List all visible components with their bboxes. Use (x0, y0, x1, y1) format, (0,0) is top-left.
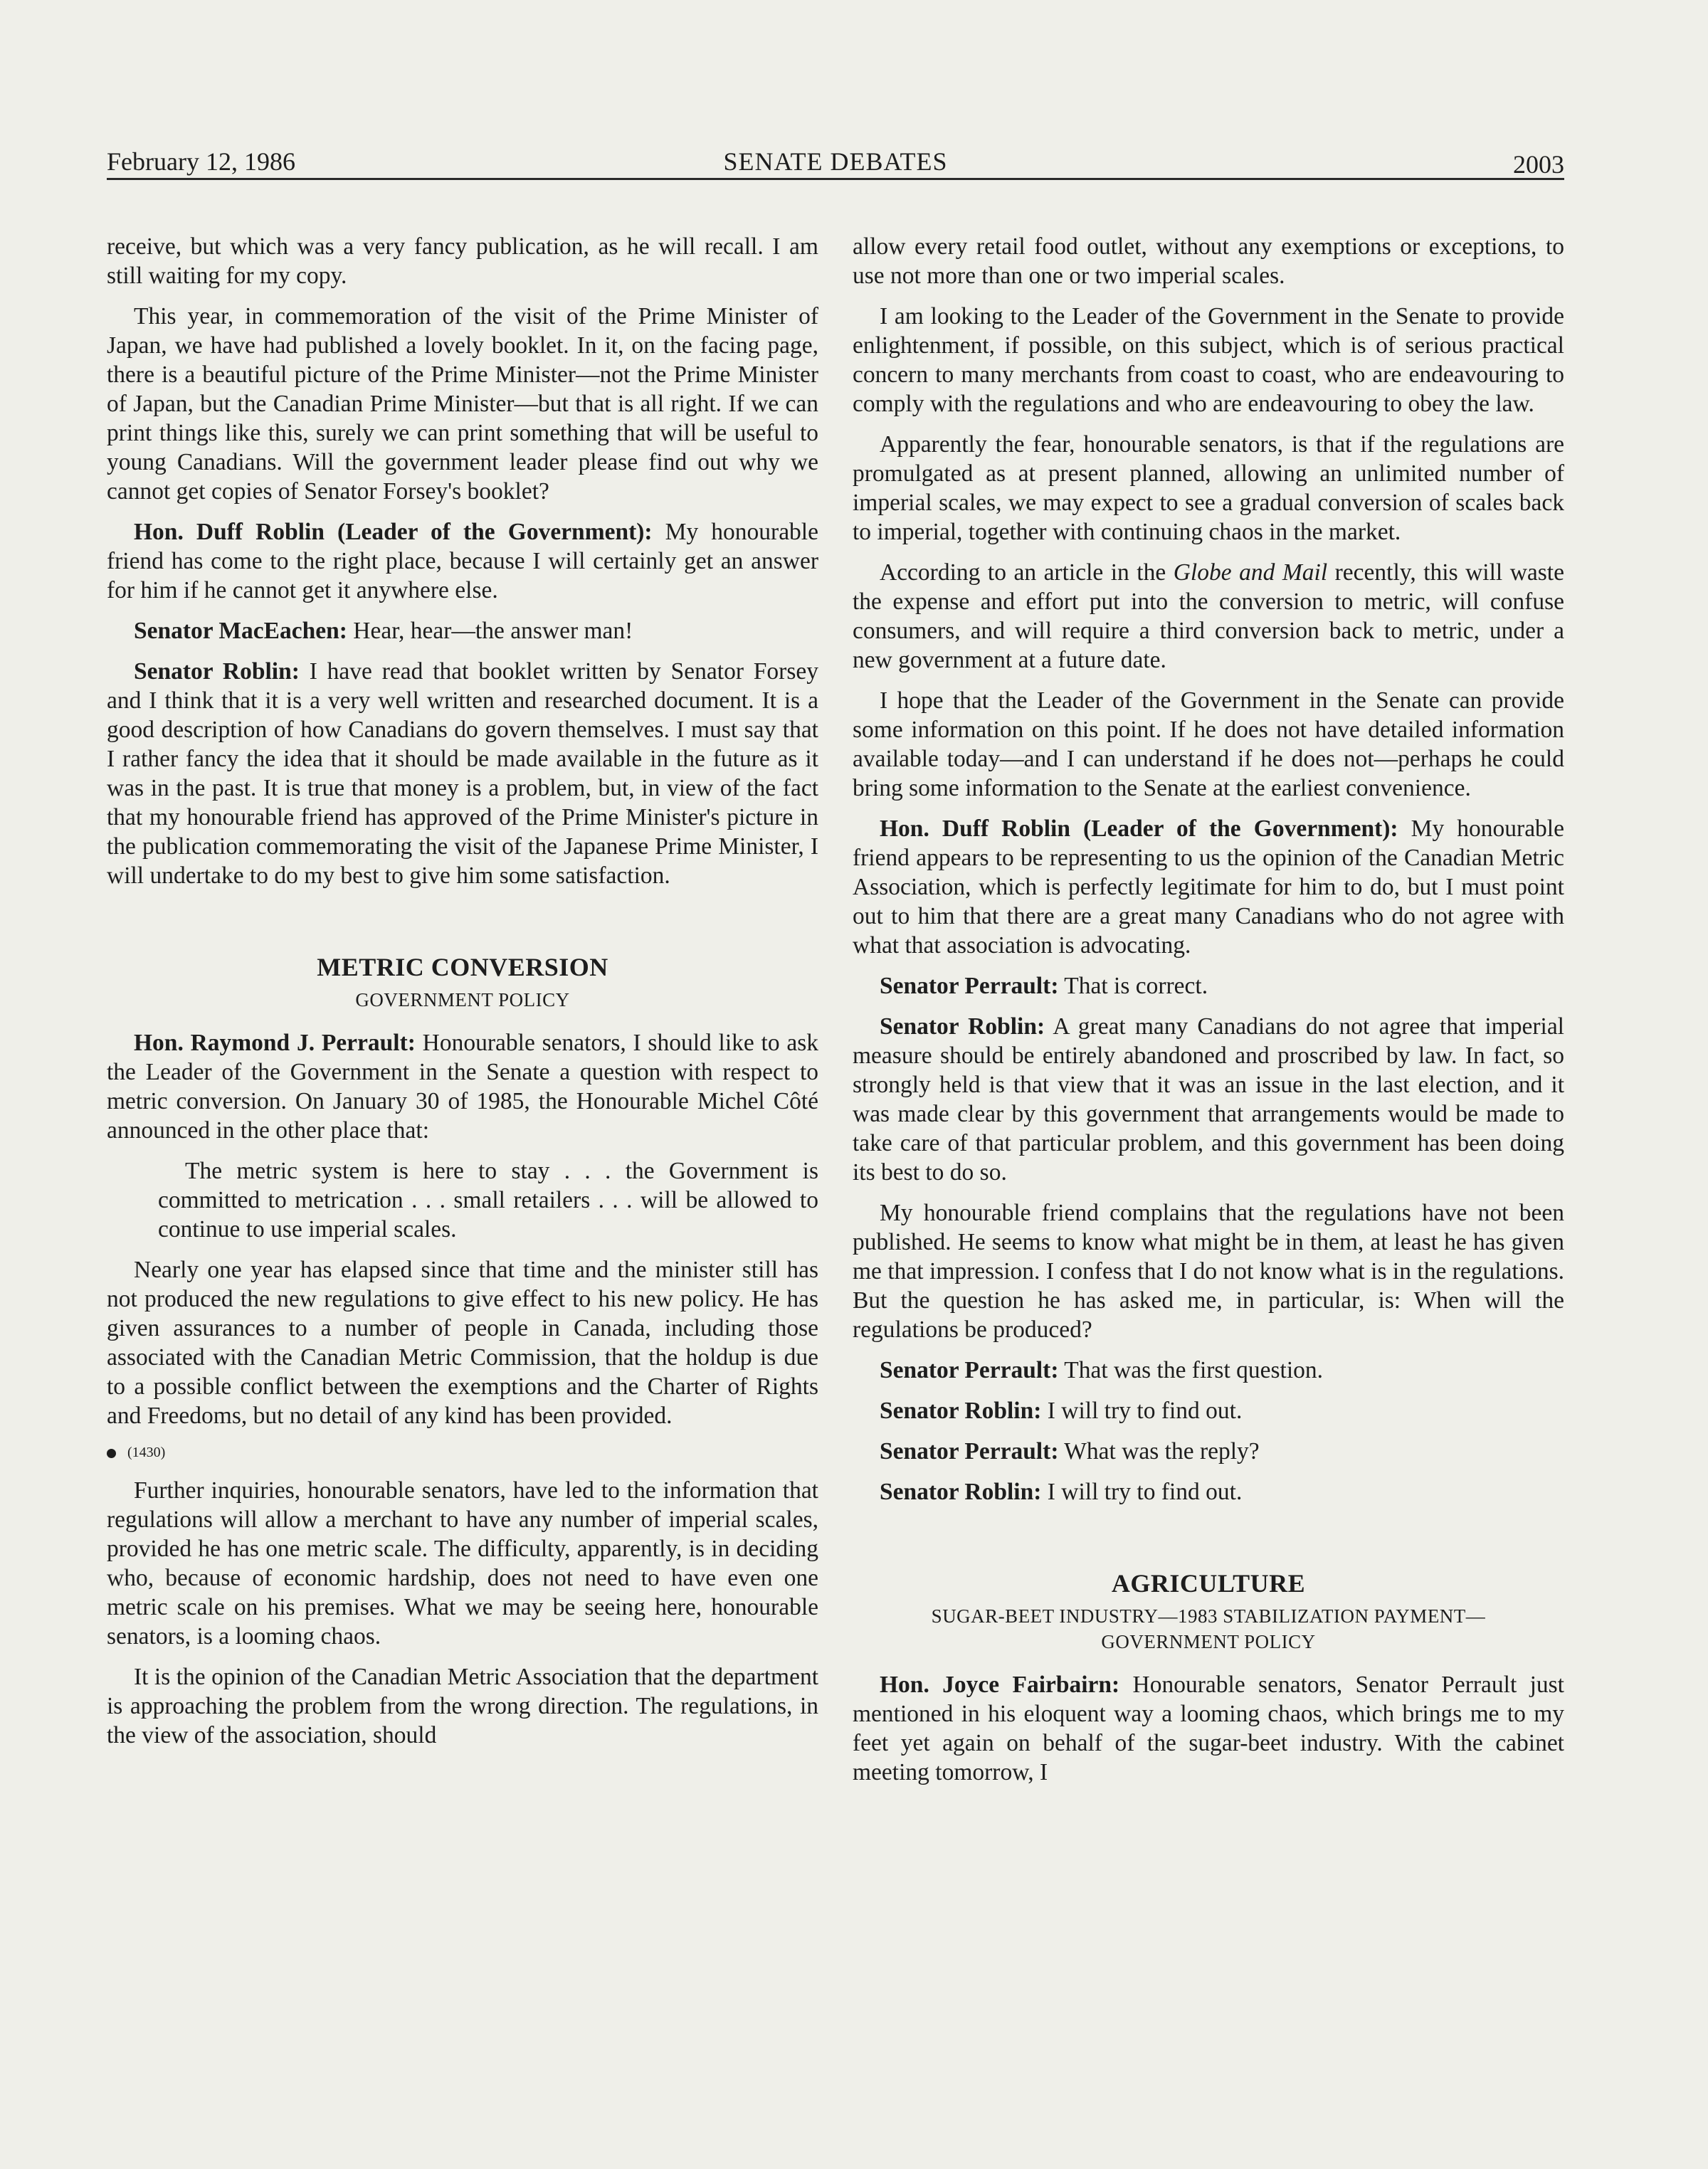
speech (853, 1670, 1564, 1787)
paragraph (107, 302, 818, 506)
speech-text: That is correct. (1058, 973, 1208, 999)
paragraph-text: This year, in commemoration of the visit of the Prime Minister of Japan, we have had published a lovely booklet. In it, on the facing page, there is a beautiful picture of the Prime Minister—not the Prime Minister of Japan, but the Canadian Prime Minister—but that is all right. If we can print things like this, surely we can print something that will be useful to young Canadians. Will the government leader please find out why we cannot get copies of Senator Forsey's booklet? (107, 303, 818, 505)
paragraph (107, 1476, 818, 1651)
speech-text: What was the reply? (1058, 1438, 1260, 1465)
speech-text: Honourable senators, I should like to ask the Leader of the Government in the Senate a question with respect to metric conversion. On January 30 of 1985, the Honourable Michel Côté announced in the other place that: (107, 1030, 818, 1144)
header-title: SENATE DEBATES (723, 147, 948, 176)
speech (107, 616, 818, 645)
speaker-name: Hon. Joyce Fairbairn: (880, 1672, 1120, 1698)
paragraph-text: My honourable friend complains that the regulations have not been published. He seems to know what might be in them, at least he has given me that impression. I confess that I do not know what is in the regulations. But the question he has asked me, in particular, is: When will the regulations be produced? (853, 1200, 1564, 1343)
speech-text: I have read that booklet written by Senator Forsey and I think that it is a very well written and researched document. It is a good description of how Canadians do govern themselves. I must say that I rather fancy the idea that it should be made available in the future as it was in the past. It is true that money is a problem, but, in view of the fact that my honourable friend has approved of the Prime Minister's picture in the publication commemorating the visit of the Japanese Prime Minister, I will undertake to do my best to give him some satisfaction. (107, 658, 818, 889)
time-marker-text: (1430) (127, 1445, 166, 1460)
speech (107, 1028, 818, 1145)
speech (853, 1437, 1564, 1466)
speech-text: I will try to find out. (1041, 1398, 1243, 1424)
publication-title: Globe and Mail (1173, 559, 1328, 586)
speech-text: Honourable senators, Senator Perrault just mentioned in his eloquent way a looming chaos, which brings me to my feet yet again on behalf of the sugar-beet industry. With the cabinet meeting tomorrow, I (853, 1672, 1564, 1785)
header-date: February 12, 1986 (107, 147, 295, 176)
paragraph-text: Further inquiries, honourable senators, have led to the information that regulations will allow a merchant to have any number of imperial scales, provided he has one metric scale. The difficulty, apparently, is in deciding who, because of economic hardship, does not need to have even one metric scale on his premises. What we may be seeing here, honourable senators, is a looming chaos. (107, 1477, 818, 1650)
section-subtitle (853, 1603, 1564, 1655)
paragraph (853, 686, 1564, 803)
speaker-name: Senator Roblin: (880, 1479, 1042, 1505)
speaker-name: Hon. Raymond J. Perrault: (134, 1030, 416, 1056)
paragraph-text: It is the opinion of the Canadian Metric Association that the department is approaching the problem from the wrong direction. The regulations, in the view of the association, should (107, 1664, 818, 1748)
paragraph (853, 430, 1564, 547)
speech (853, 1012, 1564, 1187)
paragraph (107, 1662, 818, 1750)
speaker-name: Senator Roblin: (134, 658, 300, 685)
speaker-name: Hon. Duff Roblin (Leader of the Government): (134, 519, 653, 545)
section-subtitle-line: SUGAR-BEET INDUSTRY—1983 STABILIZATION PAYMENT— (931, 1605, 1486, 1627)
section-subtitle-line: GOVERNMENT POLICY (1101, 1631, 1316, 1652)
speech (853, 1477, 1564, 1506)
paragraph-text: I am looking to the Leader of the Government in the Senate to provide enlightenment, if possible, on this subject, which is of serious practical concern to many merchants from coast to coast, who are endeavouring to comply with the regulations and who are endeavouring to obey the law. (853, 303, 1564, 417)
paragraph (853, 302, 1564, 418)
bullet-icon (107, 1449, 116, 1458)
right-column (853, 232, 1564, 1798)
speech (853, 1396, 1564, 1425)
speech-text: My honourable friend has come to the right place, because I will certainly get an answer for him if he cannot get it anywhere else. (107, 519, 818, 603)
paragraph-text: recently, this will waste the expense and effort put into the conversion to metric, will confuse consumers, and will require a third conversion back to metric, under a new government at a future date. (853, 559, 1564, 673)
page-header (107, 144, 1564, 179)
paragraph-text: According to an article in the (880, 559, 1174, 586)
paragraph (107, 1255, 818, 1430)
paragraph-text: allow every retail food outlet, without any exemptions or exceptions, to use not more than one or two imperial scales. (853, 233, 1564, 289)
speaker-name: Senator Roblin: (880, 1398, 1042, 1424)
paragraph-text: receive, but which was a very fancy publication, as he will recall. I am still waiting for my copy. (107, 233, 818, 289)
speaker-name: Senator MacEachen: (134, 618, 347, 644)
speech (107, 657, 818, 890)
speaker-name: Senator Perrault: (880, 973, 1059, 999)
paragraph (107, 232, 818, 290)
speech-text: That was the first question. (1058, 1357, 1324, 1383)
speaker-name: Senator Roblin: (880, 1013, 1045, 1040)
header-rule (107, 178, 1564, 180)
paragraph (853, 558, 1564, 675)
speech-text: Hear, hear—the answer man! (347, 618, 633, 644)
paragraph (853, 1198, 1564, 1344)
section-title: AGRICULTURE (1111, 1569, 1306, 1598)
paragraph (853, 232, 1564, 290)
left-column (107, 232, 818, 1761)
speaker-name: Senator Perrault: (880, 1357, 1059, 1383)
speaker-name: Hon. Duff Roblin (Leader of the Government): (880, 816, 1398, 842)
speech-text: I will try to find out. (1041, 1479, 1243, 1505)
paragraph-text: I hope that the Leader of the Government in the Senate can provide some information on this point. If he does not have detailed information available today—and I can understand if he does not—perhaps he could bring some information to the Senate at the earliest convenience. (853, 687, 1564, 801)
header-page-number: 2003 (1513, 150, 1564, 179)
speech-text: A great many Canadians do not agree that imperial measure should be entirely abandoned and proscribed by law. In fact, so strongly held is that view that it was an issue in the last election, and it was made clear by this government that arrangements would be made to take care of that particular problem, and this government has been doing its best to do so. (853, 1013, 1564, 1186)
speech (853, 971, 1564, 1001)
block-quote: The metric system is here to stay . . . the Government is committed to metrication . . . small retailers . . . will be allowed to continue to use imperial scales. (158, 1158, 818, 1242)
speech (853, 814, 1564, 960)
speech (853, 1356, 1564, 1385)
speech-text: My honourable friend appears to be representing to us the opinion of the Canadian Metric Association, which is perfectly legitimate for him to do, but I must point out to him that there are a great many Canadians who do not agree with what that association is advocating. (853, 816, 1564, 959)
section-subtitle: GOVERNMENT POLICY (355, 989, 570, 1010)
paragraph-text: Nearly one year has elapsed since that time and the minister still has not produced the new regulations to give effect to his new policy. He has given assurances to a number of people in Canada, including those associated with the Canadian Metric Commission, that the holdup is due to a possible conflict between the exemptions and the Charter of Rights and Freedoms, but no detail of any kind has been provided. (107, 1257, 818, 1429)
paragraph-text: Apparently the fear, honourable senators, is that if the regulations are promulgated as at present planned, allowing an unlimited number of imperial scales, we may expect to see a gradual conversion of scales back to imperial, together with continuing chaos in the market. (853, 431, 1564, 545)
time-marker (107, 1442, 818, 1463)
section-title: METRIC CONVERSION (317, 953, 608, 981)
speaker-name: Senator Perrault: (880, 1438, 1059, 1465)
speech (107, 517, 818, 605)
